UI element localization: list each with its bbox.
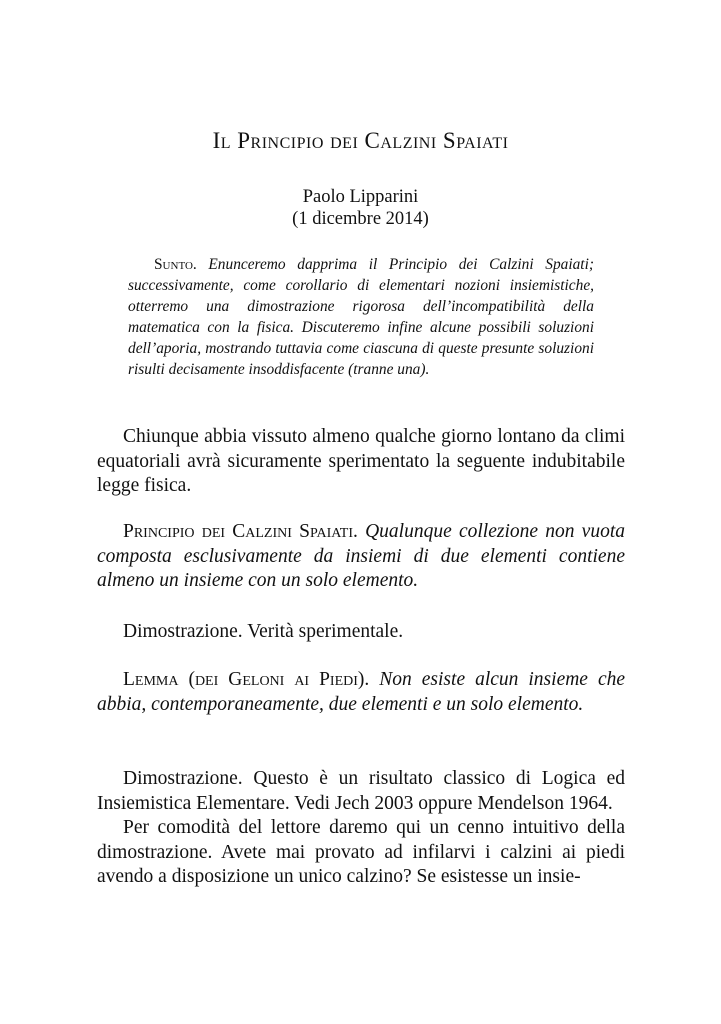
principle-label: Principio dei Calzini Spaiati. [123,521,358,542]
paper-title: Il Principio dei Calzini Spaiati [212,128,509,153]
abstract-label: Sunto. [154,256,197,273]
principle-statement [97,520,625,594]
author-name: Paolo Lipparini [302,187,419,207]
proof-lemma: Dimostrazione. Questo è un risultato classico di Logica ed Insiemistica Elementare. Vedi Jech 2003 oppure Mendelson 1964. Per comodità del lettore daremo qui un cenno intuitivo della dimostrazione. Avete mai provato ad infilarvi i calzini ai piedi avendo a disposizione un unico calzino? Se esistesse un insie- [97,767,625,890]
intuitive-paragraph: Per comodità del lettore daremo qui un cenno intuitivo della dimostrazione. Avete mai provato ad infilarvi i calzini ai piedi avendo a disposizione un unico calzino? Se esistesse un insie- [97,817,625,887]
intro-paragraph: Chiunque abbia vissuto almeno qualche giorno lontano da climi equatoriali avrà sicuramente sperimentato la seguente indubitabile legge fisica. [97,426,625,496]
proof-principle: Dimostrazione. Verità sperimentale. [123,621,404,642]
abstract-text: Enunceremo dapprima il Principio dei Calzini Spaiati; successivamente, come corollario di elementari nozioni insiemistiche, otterremo una dimostrazione rigorosa dell’incompatibilità della matematica con la fisica. Discuteremo infine alcune possibili soluzioni dell’aporia, mostrando tuttavia come ciascuna di queste presunte soluzioni risulti decisamente insoddisfacente (tranne una). [128,256,594,378]
lemma-statement [97,668,625,717]
abstract [128,254,594,380]
author-block [0,186,721,230]
lemma-label: Lemma (dei Geloni ai Piedi). [123,669,370,690]
paper-date: (1 dicembre 2014) [292,209,429,229]
lemma-text: Non esiste alcun insieme che abbia, contemporaneamente, due elementi e un solo elemento. [97,669,626,715]
principle-text: Qualunque collezione non vuota composta esclusivamente da insiemi di due elementi contiene almeno un insieme con un solo elemento. [97,521,625,591]
